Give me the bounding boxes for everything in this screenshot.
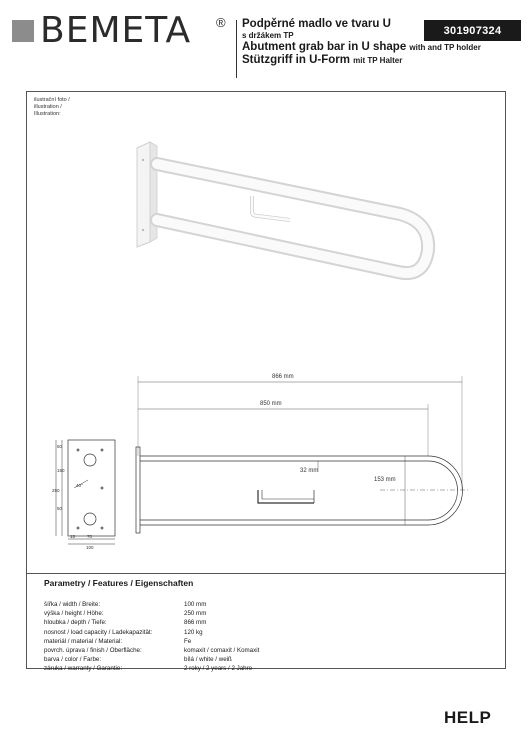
illus-line-3: Illustration: xyxy=(34,111,61,117)
dim-plate-h4: 50 xyxy=(57,506,63,511)
dim-plate-angle: 40° xyxy=(76,483,83,488)
param-label: nosnost / load capacity / Ladekapazität: xyxy=(44,628,153,636)
title-en-main: Abutment grab bar in U shape xyxy=(242,41,407,53)
dim-tube-gap: 32 mm xyxy=(300,468,319,474)
param-value: bílá / white / weiß xyxy=(184,656,232,664)
series-name: HELP xyxy=(444,708,492,727)
param-row xyxy=(44,646,344,655)
params-table xyxy=(44,600,344,674)
logo-text: BEMETA xyxy=(40,10,192,51)
dim-bar-height: 153 mm xyxy=(374,477,396,483)
param-label: povrch. úprava / finish / Oberfläche: xyxy=(44,646,142,654)
plate-drawing xyxy=(56,440,140,544)
bar-drawing xyxy=(138,376,470,525)
param-row xyxy=(44,609,344,618)
dim-bar-length: 850 mm xyxy=(260,401,282,407)
dim-overall-depth: 866 mm xyxy=(272,374,294,380)
param-value: 250 mm xyxy=(184,610,207,618)
params-divider xyxy=(26,573,506,574)
product-code: 301907324 xyxy=(424,20,521,41)
title-en-sub: with and TP holder xyxy=(409,43,481,52)
title-de-sub: mit TP Halter xyxy=(353,56,403,65)
param-value: komaxit / comaxit / Komaxit xyxy=(184,646,260,654)
param-value: 2 roky / 2 years / 2 Jahre xyxy=(184,665,253,673)
dim-plate-w2: 70 xyxy=(87,534,93,539)
illus-line-2: illustration / xyxy=(34,104,62,110)
subtitle-cz: s držákem TP xyxy=(242,31,294,40)
param-value: 100 mm xyxy=(184,601,207,608)
dim-plate-w3: 100 xyxy=(86,545,94,550)
illus-line-1: ilustrační foto / xyxy=(34,97,70,103)
param-value: 866 mm xyxy=(184,619,207,627)
param-label: barva / color / Farbe: xyxy=(44,656,102,664)
param-label: hloubka / depth / Tiefe: xyxy=(44,619,107,627)
dim-plate-w1: 15 xyxy=(70,534,76,539)
param-label: šířka / width / Breite: xyxy=(44,601,101,608)
registered-mark: ® xyxy=(216,15,226,30)
param-value: 120 kg xyxy=(184,628,203,636)
title-de-main: Stützgriff in U-Form xyxy=(242,54,350,66)
title-cz: Podpěrné madlo ve tvaru U xyxy=(242,18,391,30)
param-row xyxy=(44,655,344,664)
param-row xyxy=(44,664,344,673)
dim-plate-h1: 50 xyxy=(57,444,63,449)
param-row xyxy=(44,628,344,637)
params-title: Parametry / Features / Eigenschaften xyxy=(44,578,194,588)
param-row xyxy=(44,637,344,646)
param-label: záruka / warranty / Garantie: xyxy=(44,665,123,673)
param-row xyxy=(44,618,344,627)
param-label: materiál / material / Material: xyxy=(44,637,123,645)
dim-plate-h2: 150 xyxy=(57,468,65,473)
dim-plate-h3: 250 xyxy=(52,488,60,493)
param-row xyxy=(44,600,344,609)
product-photo xyxy=(137,142,428,273)
param-value: Fe xyxy=(184,637,192,645)
param-label: výška / height / Höhe: xyxy=(44,610,104,618)
